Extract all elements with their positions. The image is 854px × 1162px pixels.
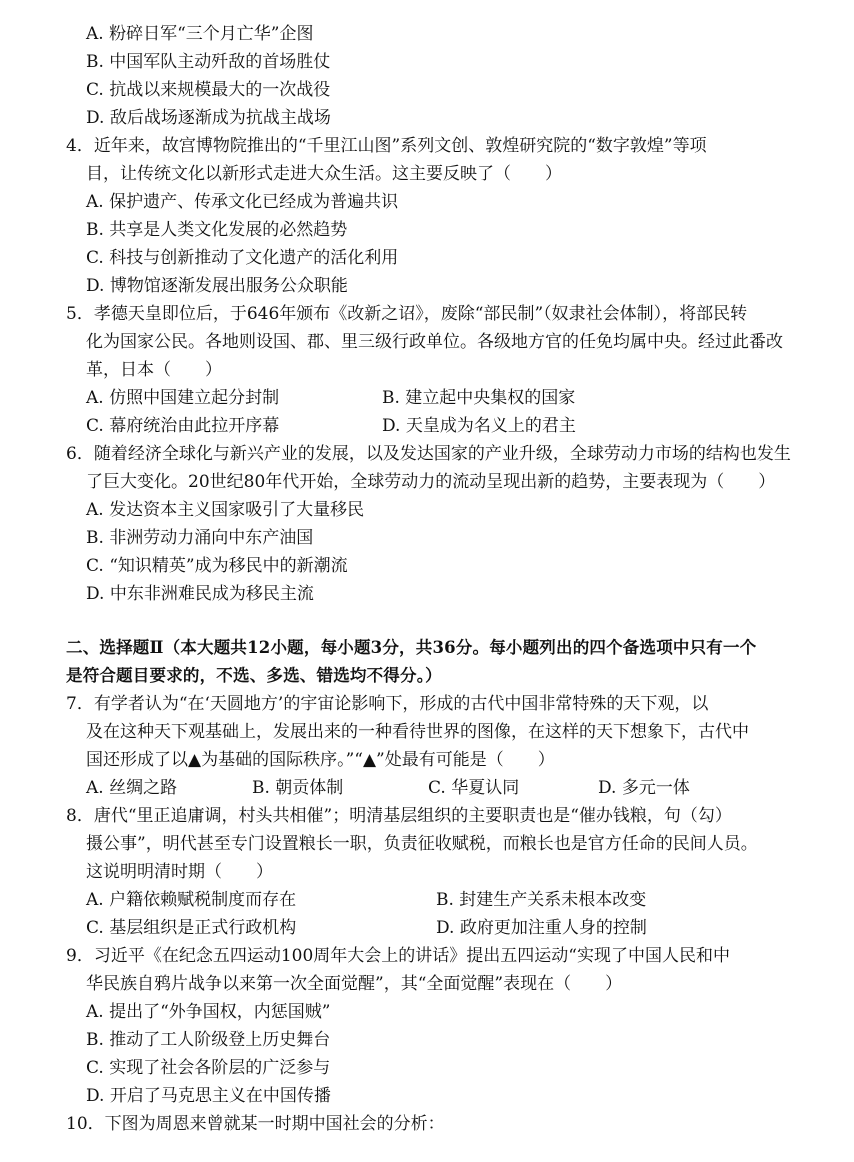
q9-option-d: D. 开启了马克思主义在中国传播	[86, 1086, 331, 1106]
question-6	[0, 440, 854, 608]
q7-option-d: D. 多元一体	[598, 778, 690, 798]
q5-stem-line-1: 5．孝德天皇即位后，于646年颁布《改新之诏》，废除“部民制”（奴隶社会体制），将部民转	[66, 304, 748, 324]
q4-option-a: A. 保护遗产、传承文化已经成为普遍共识	[86, 192, 399, 212]
section-gap	[0, 608, 854, 634]
q7-stem-line-1: 7．有学者认为“在‘天圆地方’的宇宙论影响下，形成的古代中国非常特殊的天下观，以	[66, 694, 709, 714]
q5-option-b: B. 建立起中央集权的国家	[382, 388, 576, 408]
q7-options-row	[0, 774, 854, 802]
q3-option-a: A. 粉碎日军“三个月亡华”企图	[86, 24, 314, 44]
q4-option-b: B. 共享是人类文化发展的必然趋势	[86, 220, 348, 240]
q9-option-c: C. 实现了社会各阶层的广泛参与	[86, 1058, 331, 1078]
question-4	[0, 132, 854, 300]
q8-option-c: C. 基层组织是正式行政机构	[86, 918, 297, 938]
q5-option-d: D. 天皇成为名义上的君主	[382, 416, 576, 436]
q9-option-a: A. 提出了“外争国权，内惩国贼”	[86, 1002, 331, 1022]
q6-option-a: A. 发达资本主义国家吸引了大量移民	[86, 500, 365, 520]
q7-option-b: B. 朝贡体制	[252, 778, 344, 798]
q5-options-row-1	[0, 384, 854, 412]
q6-stem-line-2: 了巨大变化。20世纪80年代开始，全球劳动力的流动呈现出新的趋势，主要表现为（ ）	[86, 472, 776, 492]
q10-stem-line-1: 10．下图为周恩来曾就某一时期中国社会的分析：	[66, 1114, 445, 1134]
q5-stem-line-3: 革，日本（ ）	[86, 360, 222, 380]
q4-stem-line-1: 4．近年来，故宫博物院推出的“千里江山图”系列文创、敦煌研究院的“数字敦煌”等项	[66, 136, 707, 156]
q8-option-d: D. 政府更加注重人身的控制	[436, 918, 647, 938]
question-8	[0, 802, 854, 942]
q8-stem-line-2: 摄公事”，明代甚至专门设置粮长一职，负责征收赋税，而粮长也是官方任命的民间人员。	[86, 834, 758, 854]
q6-option-d: D. 中东非洲难民成为移民主流	[86, 584, 314, 604]
q7-stem-line-2: 及在这种天下观基础上，发展出来的一种看待世界的图像，在这样的天下想象下，古代中	[86, 722, 749, 742]
q6-option-c: C. “知识精英”成为移民中的新潮流	[86, 556, 348, 576]
section-2-heading	[0, 634, 854, 690]
q3-option-c: C. 抗战以来规模最大的一次战役	[86, 80, 331, 100]
q3-option-b: B. 中国军队主动歼敌的首场胜仗	[86, 52, 331, 72]
q6-option-b: B. 非洲劳动力涌向中东产油国	[86, 528, 314, 548]
q9-option-b: B. 推动了工人阶级登上历史舞台	[86, 1030, 331, 1050]
q8-options-row-2	[0, 914, 854, 942]
q3-option-d: D. 敌后战场逐渐成为抗战主战场	[86, 108, 331, 128]
q8-stem-line-3: 这说明明清时期（ ）	[86, 862, 273, 882]
q5-options-row-2	[0, 412, 854, 440]
question-10	[0, 1110, 854, 1138]
q5-option-c: C. 幕府统治由此拉开序幕	[86, 416, 280, 436]
q4-option-d: D. 博物馆逐渐发展出服务公众职能	[86, 276, 348, 296]
q8-option-a: A. 户籍依赖赋税制度而存在	[86, 890, 297, 910]
question-9	[0, 942, 854, 1110]
q7-stem-line-3: 国还形成了以▲为基础的国际秩序。”“▲”处最有可能是（ ）	[86, 750, 555, 770]
q8-options-row-1	[0, 886, 854, 914]
question-7	[0, 690, 854, 802]
q4-option-c: C. 科技与创新推动了文化遗产的活化利用	[86, 248, 399, 268]
section-2-line-2: 是符合题目要求的，不选、多选、错选均不得分。）	[66, 666, 442, 685]
q9-stem-line-1: 9．习近平《在纪念五四运动100周年大会上的讲话》提出五四运动“实现了中国人民和中	[66, 946, 730, 966]
q5-stem-line-2: 化为国家公民。各地则设国、郡、里三级行政单位。各级地方官的任免均属中央。经过此番改	[86, 332, 783, 352]
section-2-line-1: 二、选择题Ⅱ（本大题共12小题，每小题3分，共36分。每小题列出的四个备选项中只有一个	[66, 638, 757, 657]
q5-option-a: A. 仿照中国建立起分封制	[86, 388, 280, 408]
question-5	[0, 300, 854, 440]
q8-option-b: B. 封建生产关系未根本改变	[436, 890, 647, 910]
q7-option-a: A. 丝绸之路	[86, 778, 178, 798]
q8-stem-line-1: 8．唐代“里正追庸调，村头共相催”；明清基层组织的主要职责也是“催办钱粮，句（勾）	[66, 806, 732, 826]
question-3-options	[0, 20, 854, 132]
q7-option-c: C. 华夏认同	[428, 778, 520, 798]
q9-stem-line-2: 华民族自鸦片战争以来第一次全面觉醒”，其“全面觉醒”表现在（ ）	[86, 974, 623, 994]
q6-stem-line-1: 6．随着经济全球化与新兴产业的发展，以及发达国家的产业升级，全球劳动力市场的结构也发生	[66, 444, 791, 464]
q4-stem-line-2: 目，让传统文化以新形式走进大众生活。这主要反映了（ ）	[86, 164, 562, 184]
